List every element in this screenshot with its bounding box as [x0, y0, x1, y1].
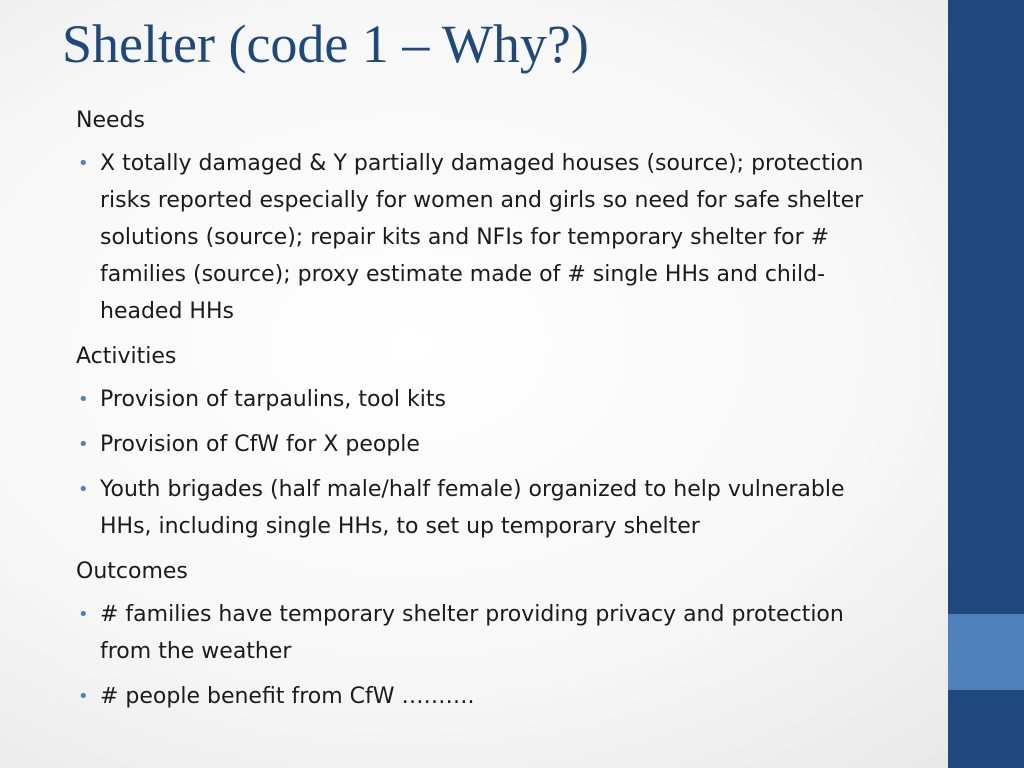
slide-body: [76, 102, 876, 715]
list-item-text: Youth brigades (half male/half female) organized to help vulnerable HHs, including single HHs, to set up temporary shelter: [100, 477, 845, 539]
bullet-icon: •: [78, 389, 89, 410]
bullet-icon: •: [78, 686, 89, 707]
list-item: [76, 596, 876, 670]
side-accent-block: [948, 614, 1024, 690]
list-item-text: Provision of CfW for X people: [100, 432, 420, 457]
bullet-icon: •: [78, 479, 89, 500]
side-decoration-bar: [948, 0, 1024, 768]
bullet-icon: •: [78, 604, 89, 625]
section-heading-activities: Activities: [76, 344, 177, 369]
needs-list: [76, 145, 876, 330]
slide-title: Shelter (code 1 – Why?): [62, 14, 589, 74]
list-item-text: # families have temporary shelter providing privacy and protection from the weather: [100, 602, 844, 664]
list-item: [76, 426, 876, 463]
list-item-text: # people benefit from CfW ……….: [100, 684, 475, 709]
bullet-icon: •: [78, 434, 89, 455]
section-heading-outcomes: Outcomes: [76, 559, 188, 584]
list-item: [76, 678, 876, 715]
list-item: [76, 381, 876, 418]
outcomes-list: [76, 596, 876, 715]
list-item-text: Provision of tarpaulins, tool kits: [100, 387, 446, 412]
activities-list: [76, 381, 876, 545]
section-heading-needs: Needs: [76, 108, 145, 133]
list-item: [76, 471, 876, 545]
list-item-text: X totally damaged & Y partially damaged houses (source); protection risks reported especially for women and girls so need for safe shelter solutions (source); repair kits and NFIs for temporary shelter for # families (source); proxy estimate made of # single HHs and child-headed HHs: [100, 151, 864, 324]
bullet-icon: •: [78, 153, 89, 174]
list-item: [76, 145, 876, 330]
